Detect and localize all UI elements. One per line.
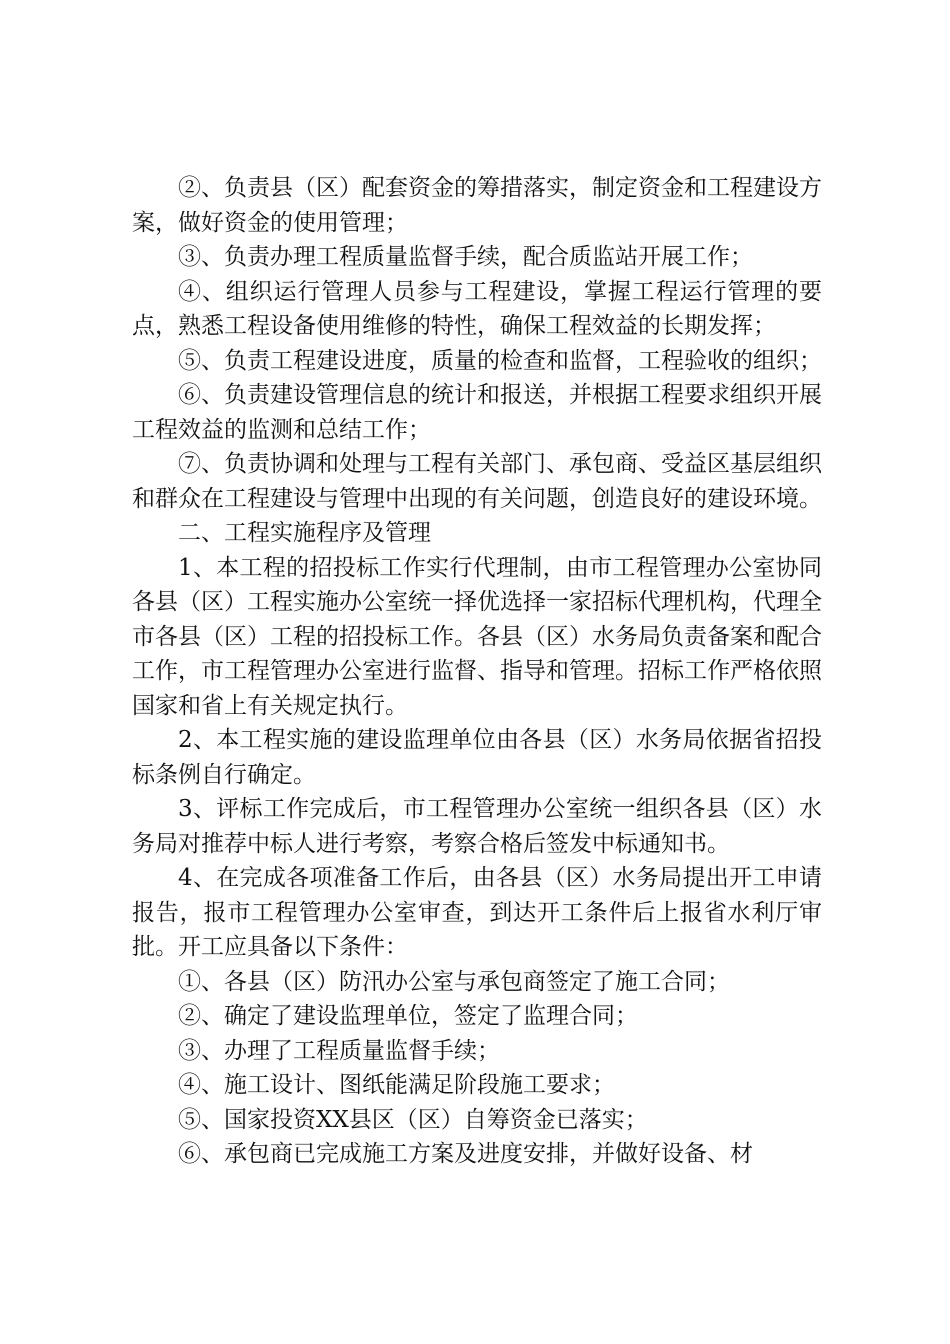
section-heading: 二、工程实施程序及管理 [178, 520, 431, 546]
paragraph-step-3: 3、评标工作完成后，市工程管理办公室统一组织各县（区）水务局对推荐中标人进行考察，考察合格后签发中标通知书。 [132, 796, 822, 857]
document-body [132, 171, 822, 1172]
paragraph-step-2: 2、本工程实施的建设监理单位由各县（区）水务局依据省招投标条例自行确定。 [132, 727, 822, 788]
paragraph-duty-6: ⑥、负责建设管理信息的统计和报送，并根据工程要求组织开展工程效益的监测和总结工作； [132, 382, 822, 443]
condition-item-4: ④、施工设计、图纸能满足阶段施工要求； [178, 1072, 615, 1098]
paragraph-duty-4: ④、组织运行管理人员参与工程建设，掌握工程运行管理的要点，熟悉工程设备使用维修的特性，确保工程效益的长期发挥； [132, 278, 822, 339]
paragraph-duty-5: ⑤、负责工程建设进度，质量的检查和监督，工程验收的组织； [178, 347, 822, 374]
condition-item-3: ③、办理了工程质量监督手续； [178, 1037, 500, 1064]
paragraph-step-4: 4、在完成各项准备工作后，由各县（区）水务局提出开工申请报告，报市工程管理办公室审查，到达开工条件后上报省水利厅审批。开工应具备以下条件： [132, 865, 822, 960]
condition-item-5: ⑤、国家投资XX县区（区）自筹资金已落实； [178, 1106, 648, 1133]
condition-item-2: ②、确定了建设监理单位，签定了监理合同； [178, 1003, 638, 1029]
condition-item-1: ①、各县（区）防汛办公室与承包商签定了施工合同； [178, 968, 730, 995]
paragraph-duty-3: ③、负责办理工程质量监督手续，配合质监站开展工作； [178, 244, 753, 270]
paragraph-step-1: 1、本工程的招投标工作实行代理制，由市工程管理办公室协同各县（区）工程实施办公室统一择优选择一家招标代理机构，代理全市各县（区）工程的招投标工作。各县（区）水务局负责备案和配合工作，市工程管理办公室进行监督、指导和管理。招标工作严格依照国家和省上有关规定执行。 [132, 554, 822, 719]
condition-item-6: ⑥、承包商已完成施工方案及进度安排，并做好设备、材 [178, 1141, 753, 1167]
paragraph-duty-2: ②、负责县（区）配套资金的筹措落实，制定资金和工程建设方案，做好资金的使用管理； [132, 175, 822, 236]
paragraph-duty-7: ⑦、负责协调和处理与工程有关部门、承包商、受益区基层组织和群众在工程建设与管理中出现的有关问题，创造良好的建设环境。 [132, 451, 822, 512]
